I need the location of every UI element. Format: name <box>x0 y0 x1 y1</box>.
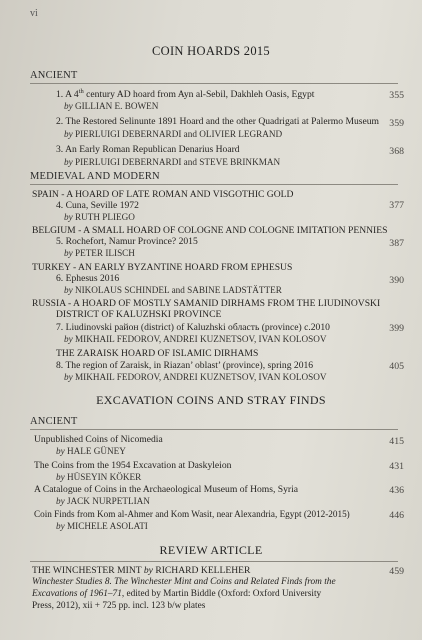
entry-author-5: by PETER ILISCH <box>64 248 135 258</box>
group-heading-spain: SPAIN - A HOARD OF LATE ROMAN AND VISGOTHIC GOLD <box>32 189 294 200</box>
entry-page-1: 355 <box>389 90 404 101</box>
entry-page-6: 390 <box>389 275 404 286</box>
section-ancient-2: ANCIENT <box>30 416 78 427</box>
entry-author-4: by RUTH PLIEGO <box>64 212 135 222</box>
group-heading-turkey: TURKEY - AN EARLY BYZANTINE HOARD FROM EPHESUS <box>32 262 293 273</box>
entry-page-2: 359 <box>389 118 404 129</box>
entry-author-1: by GILLIAN E. BOWEN <box>64 101 159 111</box>
review-page: 459 <box>389 566 404 577</box>
excavation-title-2: The Coins from the 1954 Excavation at Daskyleion <box>34 460 232 471</box>
entry-author-7: by MIKHAIL FEDOROV, ANDREI KUZNETSOV, IVAN KOLOSOV <box>64 334 327 344</box>
section-title-review: REVIEW ARTICLE <box>159 543 263 557</box>
entry-title-3: 3. An Early Roman Republican Denarius Hoard <box>56 144 240 155</box>
entry-title-2: 2. The Restored Selinunte 1891 Hoard and the other Quadrigati at Palermo Museum <box>56 116 380 127</box>
entry-title-1: 1. A 4th century AD hoard from Ayn al-Sebil, Dakhleh Oasis, Egypt <box>56 88 315 101</box>
divider <box>30 184 398 185</box>
divider <box>30 561 398 562</box>
section-title-excavation: EXCAVATION COINS AND STRAY FINDS <box>96 393 326 407</box>
entry-page-5: 387 <box>389 238 404 249</box>
entry-page-4: 377 <box>389 200 404 211</box>
entry-page-3: 368 <box>389 146 404 157</box>
entry-title-6: 6. Ephesus 2016 <box>56 273 120 284</box>
group-heading-russia-2: DISTRICT OF KALUZHSKI PROVINCE <box>56 309 222 320</box>
entry-title-8: 8. The region of Zaraisk, in Riazan’ oblast’ (province), spring 2016 <box>56 360 314 371</box>
entry-author-6: by NIKOLAUS SCHINDEL and SABINE LADSTÄTTER <box>64 285 282 295</box>
section-medieval: MEDIEVAL AND MODERN <box>30 171 160 182</box>
excavation-page-1: 415 <box>389 436 404 447</box>
excavation-author-4: by MICHELE ASOLATI <box>56 521 148 531</box>
excavation-page-4: 446 <box>389 510 404 521</box>
excavation-title-1: Unpublished Coins of Nicomedia <box>34 434 163 445</box>
excavation-page-2: 431 <box>389 461 404 472</box>
entry-title-7: 7. Liudinovski район (district) of Kaluzhski область (province) c.2010 <box>56 322 330 333</box>
group-heading-zaraisk: THE ZARAISK HOARD OF ISLAMIC DIRHAMS <box>56 348 259 359</box>
group-heading-belgium: BELGIUM - A SMALL HOARD OF COLOGNE AND COLOGNE IMITATION PENNIES <box>32 225 388 236</box>
entry-title-4: 4. Cuna, Seville 1972 <box>56 200 139 211</box>
divider <box>30 83 398 84</box>
entry-title-5: 5. Rochefort, Namur Province? 2015 <box>56 236 198 247</box>
page-title: COIN HOARDS 2015 <box>151 44 270 58</box>
entry-author-2: by PIERLUIGI DEBERNARDI and OLIVIER LEGRAND <box>64 129 283 139</box>
excavation-title-4: Coin Finds from Kom al-Ahmer and Kom Wasit, near Alexandria, Egypt (2012-2015) <box>34 509 350 519</box>
excavation-author-3: by JACK NURPETLIAN <box>56 496 150 506</box>
entry-page-8: 405 <box>389 361 404 372</box>
excavation-page-3: 436 <box>389 485 404 496</box>
divider <box>30 429 398 430</box>
review-heading: THE WINCHESTER MINT by RICHARD KELLEHER <box>32 565 251 576</box>
entry-page-7: 399 <box>389 323 404 334</box>
folio: vi <box>30 8 38 19</box>
section-ancient: ANCIENT <box>30 70 78 81</box>
entry-author-3: by PIERLUIGI DEBERNARDI and STEVE BRINKMAN <box>64 157 281 167</box>
excavation-title-3: A Catalogue of Coins in the Archaeological Museum of Homs, Syria <box>34 484 299 495</box>
entry-author-8: by MIKHAIL FEDOROV, ANDREI KUZNETSOV, IVAN KOLOSOV <box>64 372 327 382</box>
review-line-3: Excavations of 1961–71, edited by Martin Biddle (Oxford: Oxford University <box>32 589 322 599</box>
group-heading-russia: RUSSIA - A HOARD OF MOSTLY SAMANID DIRHAMS FROM THE LIUDINOVSKI <box>32 298 381 309</box>
excavation-author-1: by HALE GÜNEY <box>56 446 126 456</box>
excavation-author-2: by HÜSEYIN KÖKER <box>56 472 142 482</box>
review-line-4: Press, 2012), xii + 725 pp. incl. 123 b/w plates <box>32 601 206 611</box>
review-line-2: Winchester Studies 8. The Winchester Mint and Coins and Related Finds from the <box>32 577 336 587</box>
